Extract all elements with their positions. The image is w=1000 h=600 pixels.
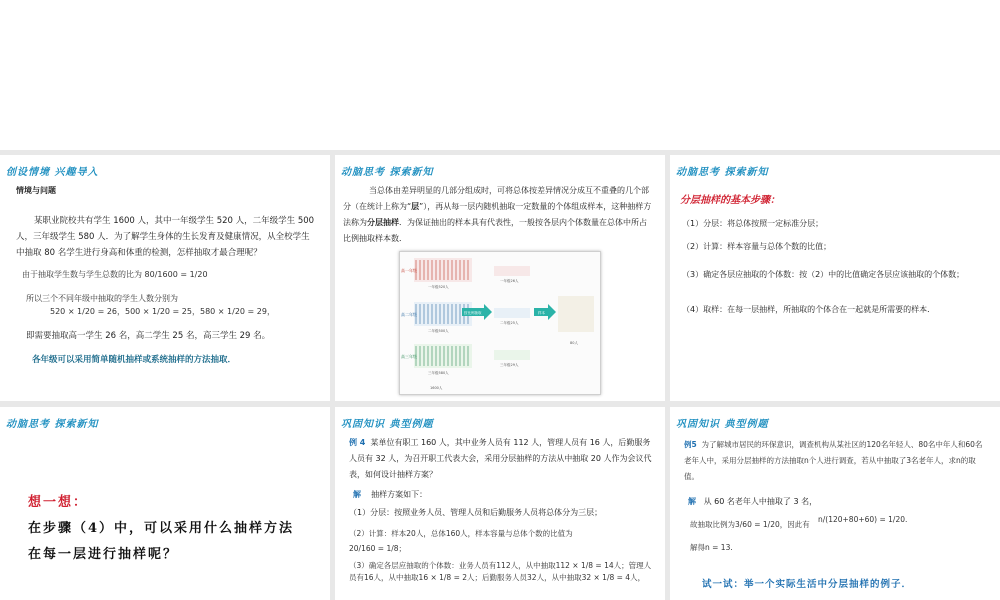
slide-header: 巩固知识 典型例题 [341,419,434,430]
arrow-label-2: 样本 [538,311,545,315]
allocation-formula: 520 × 1/20 = 26，500 × 1/20 = 25，580 × 1/20 = 29， [50,307,275,316]
conclusion-line: 各年级可以采用简单随机抽样或系统抽样的方法抽取． [32,355,237,365]
need-line: 即需要抽取高一学生 26 名，高二学生 25 名，高三学生 29 名。 [26,331,271,341]
layer-label-1: 高一年级 [401,268,417,273]
top-blank-area [0,0,1000,150]
example-5: 例5 为了解城市居民的环保意识，调查机构从某社区的120名年轻人、80名中年人和60名老年人中，采用分层抽样的方法抽取n个人进行调查，若从中抽取了3名老年人，求n的取值。 [684,440,983,481]
question-line-2: 在每一层进行抽样呢？ [28,547,179,562]
population-total: 1600人 [430,386,443,390]
slide-thumbnail-2[interactable] [335,155,665,401]
slide-header: 创设情境 兴趣导入 [6,167,99,178]
layer-label-3: 高三年级 [401,354,417,359]
solution-intro: 解 抽样方案如下： [353,490,428,499]
solution-intro: 解 从 60 名老年人中抽取了 3 名， [688,497,818,506]
example-4: 例 4 某单位有职工 160 人，其中业务人员有 112 人，管理人员有 16 人，后勤服务人员有 32 人，为召开职工代表大会，采用分层抽样的方法从中抽取 20 人作为会议代表，如何设计抽样方案？ [349,438,652,479]
slide-header: 巩固知识 典型例题 [676,419,769,430]
sample-block [558,296,594,332]
solution-step-1: （1）分层：按照业务人员、管理人员和后勤服务人员将总体分为三层； [349,508,603,517]
allocation-intro: 所以三个不同年级中抽取的学生人数分别为 [26,294,178,303]
slide-thumbnail-4[interactable] [0,407,330,600]
term-stratified: 分层抽样 [367,218,399,227]
step-3: （3）确定各层应抽取的个体数：按（2）中的比值确定各层应该抽取的个体数； [682,270,965,279]
slide-header: 动脑思考 探索新知 [676,167,769,178]
example-label: 例 4 [349,438,366,447]
layer-count-2: 二年级500人 [428,329,449,333]
solution-ratio: 故抽取比例为3/60 = 1/20，因此有 [690,520,810,529]
step-4: （4）取样：在每一层抽样，所抽取的个体合在一起就是所需要的样本． [682,305,936,314]
question-line-1: 在步骤（4）中，可以采用什么抽样方法 [28,521,295,536]
definition-paragraph: 当总体由差异明显的几部分组成时，可将总体按差异情况分成互不重叠的几个部分（在统计上称为“层”），再从每一层内随机抽取一定数量的个体组成样本，这种抽样方法称为分层抽样．为保证抽出的样本具有代表性，一般按各层内个体数量在总体中所占比例抽取样本数． [343,186,652,243]
ratio-line: 由于抽取学生数与学生总数的比为 80/1600 = 1/20 [22,270,208,279]
solution-result: 解得n = 13. [690,543,733,552]
slide-thumbnail-3[interactable] [670,155,1000,401]
stratified-sampling-diagram [399,251,601,395]
sample-count-2: 二年级25人 [500,321,519,325]
slide-header: 动脑思考 探索新知 [6,419,99,430]
example-label: 例5 [684,440,697,449]
try-it-line: 试一试：举一个实际生活中分层抽样的例子． [702,579,913,590]
solution-label: 解 [353,490,361,499]
situation-subtitle: 情境与问题 [16,186,56,195]
ratio-formula: 80/1600 = 1/20 [144,270,208,279]
layer-count-3: 三年级580人 [428,371,449,375]
layer-label-2: 高二年级 [401,312,417,317]
solution-step-2-formula: 20/160 = 1/8； [349,544,407,553]
sample-count-1: 一年级26人 [500,279,519,283]
sample-total: 80人 [570,341,578,345]
problem-paragraph: 某职业院校共有学生 1600 人，其中一年级学生 520 人，二年级学生 500 人，三年级学生 580 人．为了解学生身体的生长发育及健康情况，从全校学生中抽取 80 名学生进行身高和体重的检测，怎样抽取才最合理呢？ [16,216,315,258]
solution-step-2: （2）计算：样本20人，总体160人，样本容量与总体个数的比值为 [349,529,573,538]
slide-header: 动脑思考 探索新知 [341,167,434,178]
slide-thumbnail-5[interactable] [335,407,665,600]
slide-thumbnail-6[interactable] [670,407,1000,600]
solution-equation: n/(120+80+60) = 1/20. [818,515,908,524]
step-1: （1）分层：将总体按照一定标准分层； [682,219,824,228]
layer-count-1: 一年级520人 [428,285,449,289]
think-label: 想一想： [28,495,89,510]
solution-step-3: （3）确定各层应抽取的个体数：业务人员有112人，从中抽取112 × 1/8 = 14人；管理人员有16人，从中抽取16 × 1/8 = 2人；后勤服务人员32人，从中抽取32 × 1/8 = 4人， [349,561,652,582]
solution-label: 解 [688,497,696,506]
sample-count-3: 三年级29人 [500,363,519,367]
steps-title: 分层抽样的基本步骤： [680,195,780,206]
term-layer: 层 [411,202,420,211]
step-2: （2）计算：样本容量与总体个数的比值； [682,242,832,251]
slide-thumbnail-1[interactable] [0,155,330,401]
diagram-svg [400,252,600,394]
arrow-label: 按比例抽取 [464,311,482,315]
